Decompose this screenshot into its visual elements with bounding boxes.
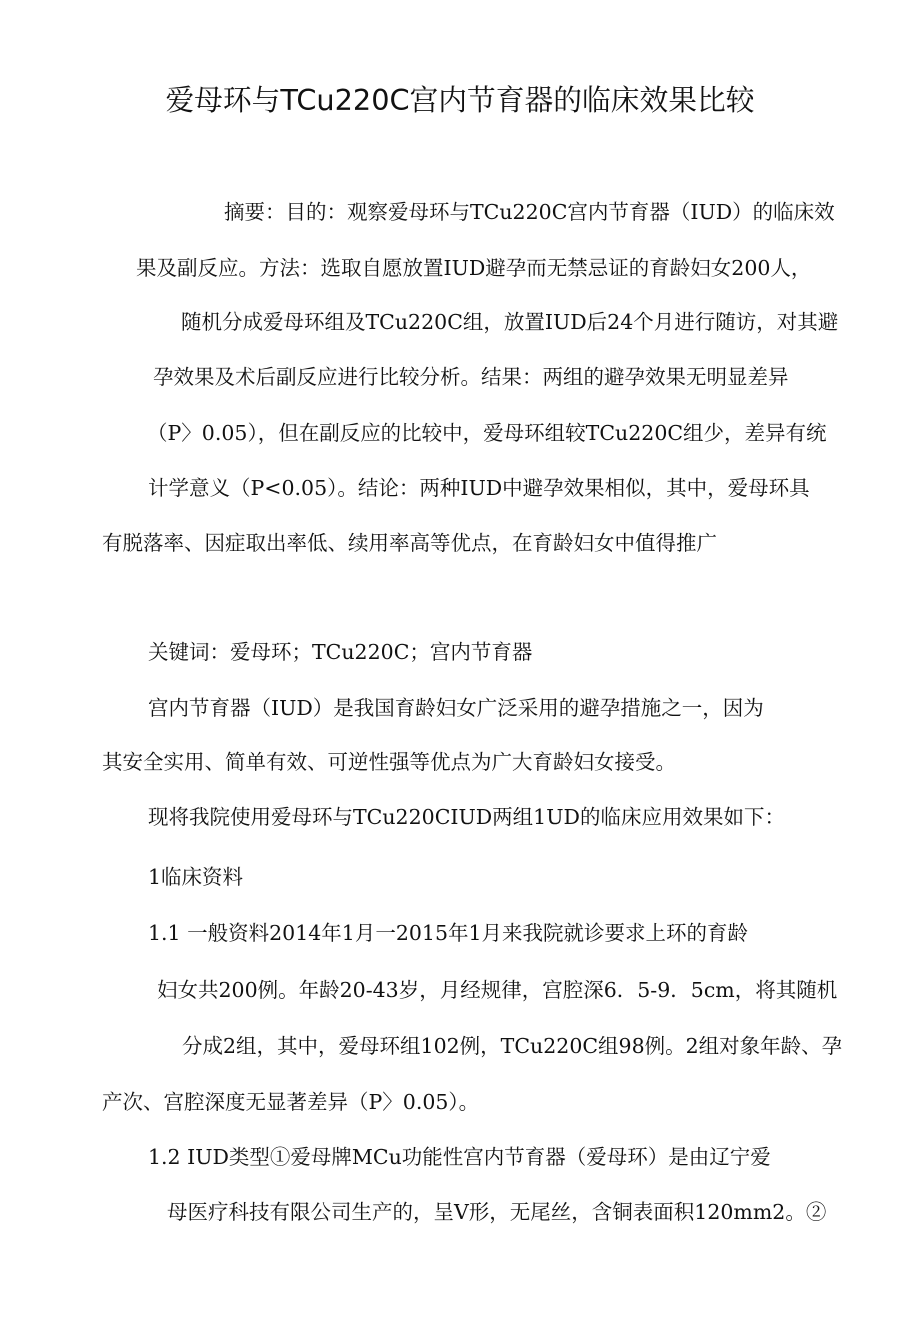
abstract-line-3: 随机分成爱母环组及TCu220C组，放置IUD后24个月进行随访，对其避 bbox=[181, 310, 839, 334]
abstract-line-6: 计学意义（P<0.05）。结论：两种IUD中避孕效果相似，其中，爱母环具 bbox=[148, 476, 810, 500]
abstract-line-7: 有脱落率、因症取出率低、续用率高等优点，在育龄妇女中值得推广 bbox=[102, 531, 717, 555]
section-1-2-line-1: 1.2 IUD类型①爱母牌MCu功能性宫内节育器（爱母环）是由辽宁爱 bbox=[148, 1145, 771, 1169]
section-1-1-line-1: 1.1 一般资料2014年1月一2015年1月来我院就诊要求上环的育龄 bbox=[148, 921, 749, 945]
abstract-line-2: 果及副反应。方法：选取自愿放置IUD避孕而无禁忌证的育龄妇女200人， bbox=[136, 256, 812, 280]
section-1-1-line-4: 产次、宫腔深度无显著差异（P〉0.05）。 bbox=[102, 1090, 480, 1114]
abstract-line-4: 孕效果及术后副反应进行比较分析。结果：两组的避孕效果无明显差异 bbox=[153, 365, 789, 389]
keywords: 关键词：爱母环；TCu220C；宫内节育器 bbox=[148, 640, 533, 664]
section-1-1-line-3: 分成2组，其中，爱母环组102例，TCu220C组98例。2组对象年龄、孕 bbox=[182, 1034, 843, 1058]
abstract-line-1: 摘要：目的：观察爱母环与TCu220C宫内节育器（IUD）的临床效 bbox=[224, 200, 835, 224]
section-heading-1: 1临床资料 bbox=[148, 865, 244, 889]
document-title: 爱母环与TCu220C宫内节育器的临床效果比较 bbox=[165, 83, 755, 117]
abstract-line-5: （P〉0.05），但在副反应的比较中，爱母环组较TCu220C组少，差异有统 bbox=[147, 421, 827, 445]
intro-line-1: 宫内节育器（IUD）是我国育龄妇女广泛采用的避孕措施之一，因为 bbox=[148, 696, 764, 720]
intro-followup: 现将我院使用爱母环与TCu220CIUD两组1UD的临床应用效果如下： bbox=[148, 805, 785, 829]
section-1-1-line-2: 妇女共200例。年龄20-43岁，月经规律，宫腔深6．5-9．5cm，将其随机 bbox=[157, 978, 838, 1002]
section-1-2-line-2: 母医疗科技有限公司生产的，呈V形，无尾丝，含铜表面积120mm2。② bbox=[167, 1200, 827, 1224]
intro-line-2: 其安全实用、简单有效、可逆性强等优点为广大育龄妇女接受。 bbox=[102, 750, 676, 774]
